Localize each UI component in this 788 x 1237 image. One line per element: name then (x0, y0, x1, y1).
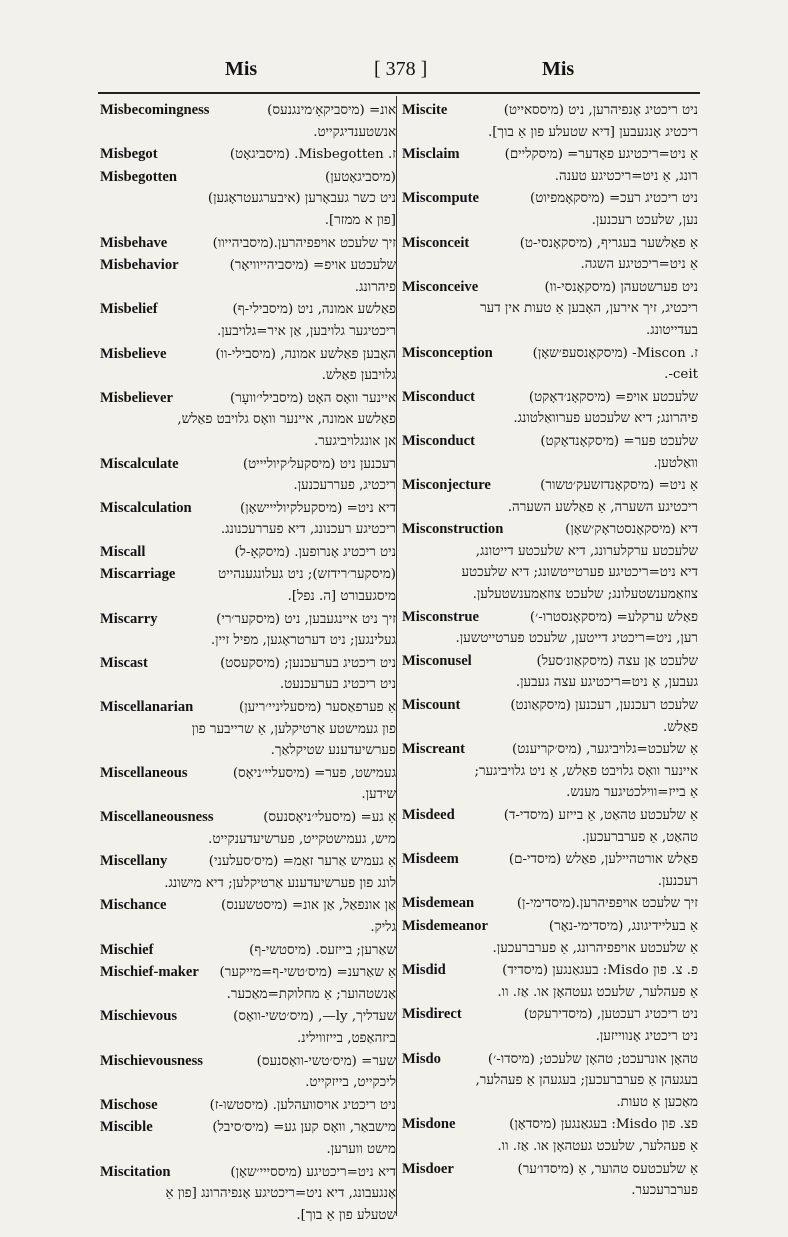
dictionary-entry (100, 498, 396, 541)
entry-definition-line: ריכטיגע השערה, אַ פאַלשע השערה. (507, 499, 698, 515)
header-left-guideword: Mis (225, 58, 258, 80)
dictionary-entry (402, 519, 698, 605)
dictionary-entry (402, 233, 698, 276)
dictionary-entry (100, 167, 396, 232)
dictionary-entry (402, 387, 698, 430)
dictionary-entry (402, 431, 698, 474)
entry-definition-line: ניט כשר געבאָרען (איבערגעטראָגען) (207, 191, 396, 207)
entry-definition-line: געמישט, פער= (מיסעליי׳ניאָס) (232, 765, 396, 781)
entry-headword: Misdemeanor (402, 917, 488, 934)
dictionary-entry (100, 1162, 396, 1227)
entry-headword: Misconceive (402, 278, 479, 295)
entry-definition-line: שלעכט רעכנען, רעכנען (מיסקאַונט) (510, 698, 698, 714)
entry-headword: Miscitation (100, 1163, 171, 1180)
entry-headword: Misconjecture (402, 477, 491, 494)
entry-definition-line: פון געמישטע אַרטיקלען, אַ שרייבער פון (191, 721, 396, 737)
dictionary-entry (402, 739, 698, 804)
entry-definition-line: ceit-. (664, 367, 698, 383)
dictionary-entry (402, 1159, 698, 1202)
entry-definition-line: פאַלש אורטהיילען, פאַלש (מיסדי-ם) (508, 852, 698, 868)
entry-definition-line: פאַלש. (662, 719, 698, 735)
entry-headword: Mischief (100, 941, 154, 958)
dictionary-entry (402, 1049, 698, 1114)
dictionary-entry (100, 807, 396, 850)
entry-definition-line: שער= (מיס׳טשי-וואָסנעס) (256, 1053, 396, 1069)
entry-definition-line: פערשיעדענע שטיקלאַך. (270, 743, 396, 759)
dictionary-entry (100, 233, 396, 255)
dictionary-entry (100, 609, 396, 652)
entry-definition-line: אנשטענדיגקייט. (313, 124, 396, 140)
entry-definition-line: ריכטיגע רעכנונג, דיא פעררעכנונג. (220, 522, 396, 538)
dictionary-entry (100, 388, 396, 453)
entry-headword: Misconduct (402, 432, 475, 449)
dictionary-entry (100, 344, 396, 387)
entry-definition-line: פיהרונג; דיא שלעכטע פערוואַלטונג. (513, 411, 698, 427)
entry-definition-line: אַ ניט=ריכטיגע השגה. (580, 257, 698, 273)
entry-definition-line: אַ שלעכטע טהאַט, אַ בייזע (מיסדי-ד) (503, 808, 698, 823)
dictionary-entry (100, 454, 396, 497)
entry-definition-line: איינער וואָס גלויבט פאַלש, אַ ניט גלויביגער; (474, 763, 698, 779)
entry-headword: Miscount (402, 697, 461, 714)
dictionary-entry (100, 940, 396, 962)
dictionary-entry (402, 100, 698, 143)
entry-headword: Misdeem (402, 851, 459, 868)
entry-headword: Miscarriage (100, 566, 176, 583)
entry-definition-line: אַ פאַלשער בעגריף, (מיסקאָנסי-ט) (519, 235, 698, 251)
entry-definition-line: מישבאַר, וואָס קען גע= (מיס׳סיבל) (212, 1120, 396, 1136)
entry-definition-line: בעגעהן אַ פערברעכען; בעגעהן אַ פעהלער, (475, 1073, 698, 1089)
dictionary-entry (100, 1095, 396, 1117)
entry-headword: Miscalculate (100, 455, 179, 472)
entry-headword: Mischief-maker (100, 964, 199, 981)
page-header (100, 58, 692, 88)
entry-definition-line: ניט ריכטיג אָנווייזען. (595, 1028, 698, 1044)
entry-definition-line: אונ= (מיסביקאָ׳מינגנעס) (267, 103, 396, 118)
entry-definition-line: אַ ניט= (מיסקאָנדזשעק׳טשור) (540, 478, 698, 494)
entry-definition-line: ניט ריכטיג רעכ= (מיסקאָמפיוט) (530, 191, 698, 207)
entry-definition-line: מיש, געמישטקייט, פערשיעדענקייט. (208, 831, 396, 847)
dictionary-entry (100, 851, 396, 894)
entry-definition-line: אַ פעהלער, שלעכט געטהאָן או. אַז. וו. (497, 1138, 698, 1154)
entry-definition-line: שידען. (361, 787, 396, 803)
entry-definition-line: שלעכטע ערקלערונג, דיא שלעכטע דייטונג, (475, 543, 698, 559)
dictionary-entry (100, 564, 396, 607)
entry-definition-line: אַ גע= (מיסעלי׳ניאָסנעס) (263, 810, 396, 825)
entry-definition-line: געבען, אַ ניט=ריכטיגע עצה געבען. (515, 675, 698, 691)
entry-definition-line: דיא ניט=ריכטיגע (מיססייי׳שאָן) (230, 1164, 396, 1180)
entry-definition-line: ריכטיג, פעררעכנען. (293, 478, 396, 494)
entry-definition-line: בעדייטונג. (645, 322, 698, 338)
entry-headword: Misbehavior (100, 257, 179, 274)
entry-definition-line: דיא ניט= (מיסקעלקיולייישאָן) (239, 500, 396, 516)
entry-headword: Misconceit (402, 234, 470, 251)
entry-definition-line: אַ בעליידיגונג, (מיסדימי-נאָר) (548, 918, 698, 934)
entry-headword: Misconusel (402, 652, 472, 669)
entry-headword: Misconception (402, 344, 493, 361)
entry-definition-line: ניט ריכטיג בערעכנען; (מיסקעסט) (220, 655, 396, 671)
entry-headword: Mischose (100, 1096, 158, 1113)
entry-definition-line: צוזאַמענשטעלונג; שלעכט צוזאַמענשטעלען. (472, 587, 698, 603)
entry-definition-line: ריכטיג אָנגעבען [דיא שטעלע פון אַ בוך]. (487, 124, 698, 140)
dictionary-entry (402, 343, 698, 386)
entry-definition-line: טהאַט, אַ פערברעכען. (581, 829, 698, 845)
entry-definition-line: מישט ווערען. (326, 1141, 396, 1157)
right-column (402, 100, 698, 1203)
entry-definition-line: שטעלע פון אַ בוך]. (296, 1207, 396, 1223)
entry-definition-line: אַ שלעכט=גלויביגער, (מיס׳קריענט) (511, 742, 698, 758)
entry-headword: Misdo (402, 1050, 441, 1067)
entry-headword: Miscellany (100, 853, 168, 870)
page-number: [ 378 ] (374, 58, 428, 80)
dictionary-entry (402, 805, 698, 848)
entry-definition-line: ז. Miscon- (מיסקאָנסעפ׳שאָן) (532, 345, 698, 361)
entry-headword: Misconduct (402, 388, 475, 405)
entry-definition-line: זיך שלעכט אויפפיהרען.(מיסביהייוו) (212, 235, 396, 251)
entry-headword: Misbehave (100, 234, 168, 251)
dictionary-entry (100, 1117, 396, 1160)
dictionary-entry (100, 697, 396, 762)
entry-definition-line: טהאָן אונרעכט; טהאָן שלעכט; (מיסדו-׳) (487, 1051, 698, 1067)
entry-definition-line: זיך ניט איינגעבען, ניט (מיסקער׳רי) (216, 611, 396, 627)
dictionary-entry (100, 542, 396, 564)
entry-definition-line: פערברעכער. (631, 1183, 698, 1199)
entry-headword: Misdirect (402, 1006, 462, 1023)
entry-definition-line: שלעכטע אויפ= (מיסביהייוויאָר) (229, 258, 396, 274)
entry-definition-line: ריכטיג, זיך אירען, האָבען אַ טעות אין דער (480, 301, 698, 317)
entry-definition-line: אן אונגלויביגער. (314, 433, 396, 449)
dictionary-entry (100, 255, 396, 298)
entry-definition-line: ביזהאַפט, בייזווילינ. (296, 1030, 396, 1046)
entry-headword: Misdid (402, 962, 446, 979)
entry-definition-line: אַ שאַרענ= (מיס׳טשי-ף=מייקער) (219, 965, 396, 981)
entry-headword: Mischievousness (100, 1052, 203, 1069)
entry-headword: Misdoer (402, 1160, 454, 1177)
entry-definition-line: שעדליך, ly—, (מיס׳טשי-וואָס) (233, 1009, 396, 1025)
entry-definition-line: האָבען פאַלשע אמונה, (מיסבילי-וו) (215, 346, 396, 362)
entry-definition-line: פיהרונג. (354, 279, 396, 295)
entry-headword: Miscible (100, 1119, 153, 1136)
dictionary-entry (402, 695, 698, 738)
entry-definition-line: ניט ריכטיג רעכטען, (מיסדירעקט) (523, 1007, 698, 1023)
dictionary-entry (402, 475, 698, 518)
entry-definition-line: ניט ריכטיג אויסוועהלען. (מיסטשו-ז) (209, 1097, 396, 1113)
header-rule (98, 92, 700, 94)
dictionary-entry (100, 1006, 396, 1049)
entry-definition-line: איינער וואָס האָט (מיסבילי׳וועָר) (229, 390, 396, 406)
entry-definition-line: רען, ניט=ריכטיג דייטען, שלעכט פערטייטשען. (455, 631, 698, 647)
entry-headword: Miscellaneous (100, 764, 188, 781)
entry-definition-line: ריכטיגער גלויבען, אַן איר=גלויבען. (216, 323, 396, 339)
dictionary-entry (100, 962, 396, 1005)
entry-definition-line: אָנגעבונג, דיא ניט=ריכטיגע אָנפיהרונג [פון אַ (165, 1186, 396, 1202)
dictionary-entry (100, 144, 396, 166)
entry-definition-line: מיסגעבורט [ה. נפל]. (287, 589, 396, 605)
entry-definition-line: (מיסקער׳רידזש); ניט געלונגענהייט (218, 567, 396, 583)
entry-definition-line: [פון א ממזר]. (324, 212, 396, 228)
entry-headword: Misbecomingness (100, 102, 210, 118)
entry-definition-line: וואַלטען. (653, 455, 698, 471)
entry-headword: Misclaim (402, 146, 460, 163)
entry-headword: Miscarry (100, 610, 158, 627)
entry-headword: Misdemean (402, 895, 475, 912)
entry-headword: Miscall (100, 543, 146, 560)
entry-definition-line: רעכנען. (657, 873, 698, 889)
entry-headword: Miscalculation (100, 499, 192, 516)
entry-headword: Misbelief (100, 301, 158, 318)
dictionary-entry (402, 916, 698, 959)
entry-definition-line: דיא (מיסקאָנסטראָק׳שאָן) (565, 522, 698, 538)
entry-definition-line: גליק. (370, 919, 396, 935)
entry-definition-line: אַ געמיש אַרער זאַמ= (מיס׳סעלעני) (208, 854, 396, 870)
entry-definition-line: אַן אונפאַל, אַן אונ= (מיסטשענס) (221, 898, 396, 914)
entry-definition-line: אַ פערפאַסער (מיסעליניי׳ריען) (239, 700, 396, 716)
header-right-guideword: Mis (542, 58, 575, 80)
entry-definition-line: ניט ריכטיג בערעכנעט. (279, 677, 396, 693)
entry-definition-line: געלינגען; ניט דערטראָגען, מפיל זיין. (210, 633, 396, 649)
entry-headword: Misbegot (100, 146, 158, 163)
entry-headword: Mischance (100, 897, 167, 914)
entry-definition-line: גלויבען פאַלש. (321, 368, 396, 384)
dictionary-entry (100, 653, 396, 696)
entry-definition-line: אַנשטהוער; אַ מחלוקת=מאַכער. (226, 986, 396, 1002)
entry-headword: Miscreant (402, 741, 465, 758)
dictionary-entry (402, 893, 698, 915)
entry-headword: Misbegotten (100, 168, 178, 185)
entry-definition-line: אַ פעהלער, שלעכט געטהאָן או. אַז. וו. (497, 984, 698, 1000)
entry-headword: Misconstrue (402, 608, 480, 625)
entry-headword: Miscellaneousness (100, 809, 214, 825)
dictionary-entry (402, 960, 698, 1003)
dictionary-entry (100, 1051, 396, 1094)
dictionary-entry (402, 188, 698, 231)
entry-definition-line: אַ שלעכטע אויפפיהרונג, אַ פערברעכען. (492, 940, 698, 956)
entry-definition-line: ניט ריכטיג אָנרופען. (מיסקאָ-ל) (234, 544, 396, 560)
dictionary-entry (402, 1004, 698, 1047)
dictionary-entry (402, 849, 698, 892)
column-divider (396, 96, 397, 1216)
entry-definition-line: אַ בייז=ווילכטיגער מענש. (566, 785, 698, 801)
entry-definition-line: ניט ריכטיג אָנפיהרען, ניט (מיססאייט) (503, 103, 698, 118)
left-column (100, 100, 396, 1227)
entry-definition-line: שלעכטע אויפ= (מיסקאָנ׳דאָקט) (528, 389, 698, 405)
entry-definition-line: שלעכט אַן עצה (מיסקאַונ׳סעל) (536, 653, 698, 669)
entry-headword: Miscellanarian (100, 699, 194, 716)
entry-definition-line: לונג פון פערשיעדענע אַרטיקלען; דיא מישונג. (164, 875, 396, 891)
dictionary-entry (402, 277, 698, 342)
dictionary-entry (402, 607, 698, 650)
entry-headword: Misconstruction (402, 521, 504, 538)
entry-definition-line: אַ שלעכטעס טהוער, אַ (מיסדו׳ער) (517, 1161, 698, 1177)
entry-headword: Misdone (402, 1116, 456, 1133)
dictionary-entry (402, 144, 698, 187)
entry-definition-line: ליכקייט, בייזקייט. (305, 1075, 396, 1091)
dictionary-entry (100, 763, 396, 806)
entry-headword: Miscast (100, 654, 148, 671)
entry-definition-line: זיך שלעכט אויפפיהרען.(מיסדימי-ן) (516, 896, 698, 912)
entry-definition-line: פ. צ. פון Misdo: בעגאַנגען (מיסדיד) (502, 963, 698, 979)
entry-definition-line: מאַכען אַ טעות. (616, 1094, 698, 1110)
entry-definition-line: פצ. פון Misdo: בעגאַנגען (מיסדאָן) (509, 1117, 698, 1133)
dictionary-entry (402, 1114, 698, 1157)
dictionary-entry (100, 895, 396, 938)
entry-headword: Misbeliever (100, 389, 173, 406)
dictionary-entry (402, 651, 698, 694)
entry-definition-line: פאַלשע אמונה, איינער וואָס גלויבט פאַלש, (177, 412, 396, 428)
entry-definition-line: (מיסביגאָטען) (324, 169, 396, 185)
entry-headword: Miscompute (402, 190, 480, 207)
entry-headword: Mischievous (100, 1008, 178, 1025)
entry-definition-line: ז. Misbegotten. (מיסביגאָט) (229, 147, 396, 163)
entry-headword: Misbelieve (100, 345, 167, 362)
entry-headword: Misdeed (402, 807, 455, 823)
entry-definition-line: רונג, אַ ניט=ריכטיגע טענה. (554, 168, 698, 184)
entry-definition-line: פאַלשע אמונה, ניט (מיסבילי-ף) (232, 302, 396, 318)
entry-definition-line: אַ ניט=ריכטיגע פאָדער= (מיסקליים) (504, 147, 698, 163)
entry-definition-line: רעכנען ניט (מיסקעל׳קיוליייט) (242, 456, 396, 472)
entry-definition-line: פאַלש ערקלע= (מיסקאָנסטרו-׳) (529, 609, 698, 625)
entry-definition-line: שלעכט פער= (מיסקאָנדאָקט) (540, 433, 698, 449)
entry-definition-line: נען, שלעכט רעכנען. (591, 212, 698, 228)
entry-definition-line: ניט פערשטעהן (מיסקאָנסי-וו) (544, 279, 698, 295)
entry-headword: Miscite (402, 102, 448, 118)
dictionary-entry (100, 100, 396, 143)
entry-definition-line: דיא ניט=ריכטיגע פערטייטשונג; דיא שלעכטע (461, 565, 698, 581)
entry-definition-line: שאַרען; בייזעס. (מיסטשי-ף) (249, 942, 396, 958)
dictionary-entry (100, 299, 396, 342)
